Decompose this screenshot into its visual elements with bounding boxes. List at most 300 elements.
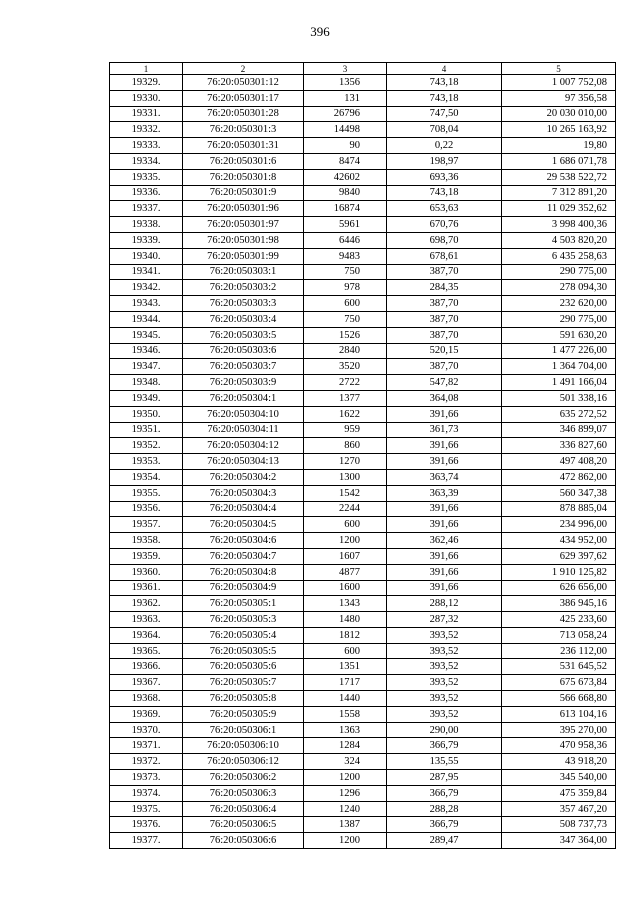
cadastral-number-cell: 76:20:050306:2 xyxy=(183,770,304,786)
cadastral-number-cell: 76:20:050304:3 xyxy=(183,485,304,501)
specific-value-cell: 693,36 xyxy=(387,169,502,185)
table-row xyxy=(110,90,616,106)
cadastral-value-cell: 347 364,00 xyxy=(502,833,616,849)
row-number-cell: 19369. xyxy=(110,706,183,722)
cadastral-number-cell: 76:20:050306:6 xyxy=(183,833,304,849)
cadastral-number-cell: 76:20:050305:3 xyxy=(183,612,304,628)
row-number-cell: 19334. xyxy=(110,153,183,169)
table-row xyxy=(110,517,616,533)
cadastral-value-cell: 10 265 163,92 xyxy=(502,122,616,138)
area-cell: 8474 xyxy=(304,153,387,169)
cadastral-value-cell: 232 620,00 xyxy=(502,296,616,312)
row-number-cell: 19330. xyxy=(110,90,183,106)
cadastral-value-cell: 472 862,00 xyxy=(502,469,616,485)
row-number-cell: 19332. xyxy=(110,122,183,138)
area-cell: 1363 xyxy=(304,722,387,738)
cadastral-value-cell: 6 435 258,63 xyxy=(502,248,616,264)
row-number-cell: 19373. xyxy=(110,770,183,786)
row-number-cell: 19345. xyxy=(110,327,183,343)
table-row xyxy=(110,311,616,327)
table-row xyxy=(110,390,616,406)
specific-value-cell: 287,95 xyxy=(387,770,502,786)
area-cell: 1343 xyxy=(304,596,387,612)
cadastral-value-cell: 1 477 226,00 xyxy=(502,343,616,359)
cadastral-number-cell: 76:20:050301:12 xyxy=(183,75,304,91)
area-cell: 5961 xyxy=(304,217,387,233)
table-row xyxy=(110,596,616,612)
area-cell: 2244 xyxy=(304,501,387,517)
table-row xyxy=(110,501,616,517)
row-number-cell: 19362. xyxy=(110,596,183,612)
specific-value-cell: 363,74 xyxy=(387,469,502,485)
table-row xyxy=(110,833,616,849)
table-row xyxy=(110,138,616,154)
table-row xyxy=(110,75,616,91)
cadastral-value-cell: 336 827,60 xyxy=(502,438,616,454)
cadastral-number-cell: 76:20:050306:10 xyxy=(183,738,304,754)
cadastral-number-cell: 76:20:050301:28 xyxy=(183,106,304,122)
area-cell: 26796 xyxy=(304,106,387,122)
area-cell: 2840 xyxy=(304,343,387,359)
cadastral-number-cell: 76:20:050305:7 xyxy=(183,675,304,691)
cadastral-number-cell: 76:20:050301:6 xyxy=(183,153,304,169)
row-number-cell: 19371. xyxy=(110,738,183,754)
area-cell: 9483 xyxy=(304,248,387,264)
row-number-cell: 19331. xyxy=(110,106,183,122)
area-cell: 600 xyxy=(304,517,387,533)
specific-value-cell: 287,32 xyxy=(387,612,502,628)
cadastral-number-cell: 76:20:050303:4 xyxy=(183,311,304,327)
cadastral-value-cell: 1 910 125,82 xyxy=(502,564,616,580)
cadastral-number-cell: 76:20:050304:2 xyxy=(183,469,304,485)
area-cell: 1200 xyxy=(304,833,387,849)
cadastral-value-cell: 29 538 522,72 xyxy=(502,169,616,185)
cadastral-value-cell: 20 030 010,00 xyxy=(502,106,616,122)
row-number-cell: 19337. xyxy=(110,201,183,217)
specific-value-cell: 520,15 xyxy=(387,343,502,359)
area-cell: 978 xyxy=(304,280,387,296)
row-number-cell: 19340. xyxy=(110,248,183,264)
cadastral-number-cell: 76:20:050306:3 xyxy=(183,785,304,801)
area-cell: 1812 xyxy=(304,627,387,643)
row-number-cell: 19352. xyxy=(110,438,183,454)
cadastral-number-cell: 76:20:050303:9 xyxy=(183,375,304,391)
specific-value-cell: 288,12 xyxy=(387,596,502,612)
table-row xyxy=(110,375,616,391)
cadastral-number-cell: 76:20:050304:6 xyxy=(183,533,304,549)
specific-value-cell: 747,50 xyxy=(387,106,502,122)
row-number-cell: 19375. xyxy=(110,801,183,817)
cadastral-value-cell: 878 885,04 xyxy=(502,501,616,517)
table-row xyxy=(110,738,616,754)
cadastral-number-cell: 76:20:050305:6 xyxy=(183,659,304,675)
area-cell: 1558 xyxy=(304,706,387,722)
area-cell: 750 xyxy=(304,311,387,327)
table-row xyxy=(110,627,616,643)
specific-value-cell: 366,79 xyxy=(387,817,502,833)
table-row xyxy=(110,106,616,122)
specific-value-cell: 387,70 xyxy=(387,327,502,343)
area-cell: 1440 xyxy=(304,691,387,707)
cadastral-value-cell: 425 233,60 xyxy=(502,612,616,628)
cadastral-value-cell: 1 007 752,08 xyxy=(502,75,616,91)
cadastral-value-cell: 11 029 352,62 xyxy=(502,201,616,217)
cadastral-value-cell: 395 270,00 xyxy=(502,722,616,738)
specific-value-cell: 391,66 xyxy=(387,501,502,517)
table-row xyxy=(110,643,616,659)
cadastral-value-cell: 713 058,24 xyxy=(502,627,616,643)
specific-value-cell: 366,79 xyxy=(387,785,502,801)
area-cell: 1622 xyxy=(304,406,387,422)
cadastral-value-cell: 236 112,00 xyxy=(502,643,616,659)
specific-value-cell: 391,66 xyxy=(387,564,502,580)
table-row xyxy=(110,548,616,564)
cadastral-number-cell: 76:20:050301:8 xyxy=(183,169,304,185)
cadastral-value-cell: 346 899,07 xyxy=(502,422,616,438)
table-row xyxy=(110,438,616,454)
cadastral-number-cell: 76:20:050304:13 xyxy=(183,454,304,470)
row-number-cell: 19376. xyxy=(110,817,183,833)
specific-value-cell: 743,18 xyxy=(387,185,502,201)
row-number-cell: 19356. xyxy=(110,501,183,517)
table-row xyxy=(110,659,616,675)
area-cell: 959 xyxy=(304,422,387,438)
cadastral-value-cell: 591 630,20 xyxy=(502,327,616,343)
cadastral-value-cell: 97 356,58 xyxy=(502,90,616,106)
row-number-cell: 19335. xyxy=(110,169,183,185)
cadastral-number-cell: 76:20:050304:1 xyxy=(183,390,304,406)
cadastral-value-table xyxy=(109,62,616,849)
specific-value-cell: 708,04 xyxy=(387,122,502,138)
area-cell: 1200 xyxy=(304,533,387,549)
table-row xyxy=(110,280,616,296)
table-row xyxy=(110,122,616,138)
area-cell: 324 xyxy=(304,754,387,770)
cadastral-number-cell: 76:20:050301:17 xyxy=(183,90,304,106)
area-cell: 6446 xyxy=(304,232,387,248)
cadastral-number-cell: 76:20:050306:5 xyxy=(183,817,304,833)
area-cell: 9840 xyxy=(304,185,387,201)
table-row xyxy=(110,706,616,722)
table-row xyxy=(110,675,616,691)
cadastral-value-cell: 470 958,36 xyxy=(502,738,616,754)
area-cell: 1200 xyxy=(304,770,387,786)
table-row xyxy=(110,232,616,248)
area-cell: 1480 xyxy=(304,612,387,628)
area-cell: 1542 xyxy=(304,485,387,501)
cadastral-value-cell: 675 673,84 xyxy=(502,675,616,691)
table-row xyxy=(110,359,616,375)
specific-value-cell: 678,61 xyxy=(387,248,502,264)
table-row xyxy=(110,722,616,738)
area-cell: 1600 xyxy=(304,580,387,596)
cadastral-number-cell: 76:20:050301:97 xyxy=(183,217,304,233)
row-number-cell: 19363. xyxy=(110,612,183,628)
cadastral-value-cell: 234 996,00 xyxy=(502,517,616,533)
specific-value-cell: 393,52 xyxy=(387,627,502,643)
row-number-cell: 19361. xyxy=(110,580,183,596)
area-cell: 16874 xyxy=(304,201,387,217)
cadastral-value-cell: 560 347,38 xyxy=(502,485,616,501)
row-number-cell: 19372. xyxy=(110,754,183,770)
cadastral-value-cell: 475 359,84 xyxy=(502,785,616,801)
specific-value-cell: 362,46 xyxy=(387,533,502,549)
specific-value-cell: 547,82 xyxy=(387,375,502,391)
cadastral-number-cell: 76:20:050303:3 xyxy=(183,296,304,312)
area-cell: 90 xyxy=(304,138,387,154)
table-row xyxy=(110,754,616,770)
row-number-cell: 19349. xyxy=(110,390,183,406)
cadastral-number-cell: 76:20:050303:5 xyxy=(183,327,304,343)
cadastral-value-cell: 386 945,16 xyxy=(502,596,616,612)
row-number-cell: 19348. xyxy=(110,375,183,391)
cadastral-number-cell: 76:20:050304:12 xyxy=(183,438,304,454)
cadastral-number-cell: 76:20:050305:4 xyxy=(183,627,304,643)
area-cell: 42602 xyxy=(304,169,387,185)
cadastral-value-cell: 635 272,52 xyxy=(502,406,616,422)
area-cell: 2722 xyxy=(304,375,387,391)
area-cell: 750 xyxy=(304,264,387,280)
table-row xyxy=(110,533,616,549)
specific-value-cell: 391,66 xyxy=(387,580,502,596)
specific-value-cell: 391,66 xyxy=(387,517,502,533)
area-cell: 1387 xyxy=(304,817,387,833)
cadastral-value-cell: 1 491 166,04 xyxy=(502,375,616,391)
cadastral-number-cell: 76:20:050301:99 xyxy=(183,248,304,264)
row-number-cell: 19365. xyxy=(110,643,183,659)
specific-value-cell: 387,70 xyxy=(387,296,502,312)
table-row xyxy=(110,296,616,312)
row-number-cell: 19377. xyxy=(110,833,183,849)
specific-value-cell: 698,70 xyxy=(387,232,502,248)
table-row xyxy=(110,248,616,264)
area-cell: 1717 xyxy=(304,675,387,691)
specific-value-cell: 743,18 xyxy=(387,90,502,106)
specific-value-cell: 363,39 xyxy=(387,485,502,501)
specific-value-cell: 0,22 xyxy=(387,138,502,154)
table-row xyxy=(110,327,616,343)
row-number-cell: 19357. xyxy=(110,517,183,533)
area-cell: 600 xyxy=(304,643,387,659)
area-cell: 4877 xyxy=(304,564,387,580)
header-col-3: 3 xyxy=(304,63,387,75)
cadastral-value-cell: 7 312 891,20 xyxy=(502,185,616,201)
cadastral-number-cell: 76:20:050303:7 xyxy=(183,359,304,375)
cadastral-number-cell: 76:20:050303:1 xyxy=(183,264,304,280)
row-number-cell: 19338. xyxy=(110,217,183,233)
area-cell: 131 xyxy=(304,90,387,106)
specific-value-cell: 391,66 xyxy=(387,406,502,422)
page-number: 396 xyxy=(310,24,330,39)
cadastral-value-cell: 501 338,16 xyxy=(502,390,616,406)
table-row xyxy=(110,770,616,786)
specific-value-cell: 387,70 xyxy=(387,359,502,375)
cadastral-value-cell: 43 918,20 xyxy=(502,754,616,770)
row-number-cell: 19367. xyxy=(110,675,183,691)
row-number-cell: 19355. xyxy=(110,485,183,501)
area-cell: 1240 xyxy=(304,801,387,817)
table-row xyxy=(110,485,616,501)
table-row xyxy=(110,264,616,280)
specific-value-cell: 393,52 xyxy=(387,675,502,691)
specific-value-cell: 393,52 xyxy=(387,706,502,722)
table-row xyxy=(110,564,616,580)
table-row xyxy=(110,201,616,217)
table-row xyxy=(110,185,616,201)
table-row xyxy=(110,153,616,169)
cadastral-number-cell: 76:20:050301:31 xyxy=(183,138,304,154)
table-row xyxy=(110,406,616,422)
area-cell: 1284 xyxy=(304,738,387,754)
cadastral-value-cell: 508 737,73 xyxy=(502,817,616,833)
area-cell: 1356 xyxy=(304,75,387,91)
row-number-cell: 19341. xyxy=(110,264,183,280)
cadastral-number-cell: 76:20:050305:5 xyxy=(183,643,304,659)
cadastral-value-cell: 434 952,00 xyxy=(502,533,616,549)
row-number-cell: 19333. xyxy=(110,138,183,154)
cadastral-value-cell: 531 645,52 xyxy=(502,659,616,675)
cadastral-number-cell: 76:20:050301:3 xyxy=(183,122,304,138)
cadastral-value-cell: 278 094,30 xyxy=(502,280,616,296)
cadastral-value-cell: 345 540,00 xyxy=(502,770,616,786)
specific-value-cell: 653,63 xyxy=(387,201,502,217)
specific-value-cell: 361,73 xyxy=(387,422,502,438)
area-cell: 1607 xyxy=(304,548,387,564)
row-number-cell: 19353. xyxy=(110,454,183,470)
row-number-cell: 19343. xyxy=(110,296,183,312)
area-cell: 600 xyxy=(304,296,387,312)
cadastral-number-cell: 76:20:050306:4 xyxy=(183,801,304,817)
cadastral-value-cell: 19,80 xyxy=(502,138,616,154)
specific-value-cell: 284,35 xyxy=(387,280,502,296)
area-cell: 1377 xyxy=(304,390,387,406)
table-row xyxy=(110,691,616,707)
table-row xyxy=(110,454,616,470)
specific-value-cell: 391,66 xyxy=(387,454,502,470)
table-row xyxy=(110,801,616,817)
area-cell: 3520 xyxy=(304,359,387,375)
cadastral-value-cell: 4 503 820,20 xyxy=(502,232,616,248)
row-number-cell: 19364. xyxy=(110,627,183,643)
cadastral-number-cell: 76:20:050304:4 xyxy=(183,501,304,517)
specific-value-cell: 670,76 xyxy=(387,217,502,233)
specific-value-cell: 393,52 xyxy=(387,691,502,707)
cadastral-value-cell: 1 364 704,00 xyxy=(502,359,616,375)
table-row xyxy=(110,217,616,233)
cadastral-value-cell: 497 408,20 xyxy=(502,454,616,470)
header-col-2: 2 xyxy=(183,63,304,75)
row-number-cell: 19358. xyxy=(110,533,183,549)
row-number-cell: 19351. xyxy=(110,422,183,438)
row-number-cell: 19354. xyxy=(110,469,183,485)
row-number-cell: 19344. xyxy=(110,311,183,327)
specific-value-cell: 391,66 xyxy=(387,548,502,564)
cadastral-number-cell: 76:20:050306:12 xyxy=(183,754,304,770)
table-row xyxy=(110,422,616,438)
table-row xyxy=(110,612,616,628)
cadastral-value-cell: 566 668,80 xyxy=(502,691,616,707)
row-number-cell: 19368. xyxy=(110,691,183,707)
cadastral-number-cell: 76:20:050304:11 xyxy=(183,422,304,438)
row-number-cell: 19339. xyxy=(110,232,183,248)
specific-value-cell: 366,79 xyxy=(387,738,502,754)
table-body xyxy=(110,63,616,849)
specific-value-cell: 391,66 xyxy=(387,438,502,454)
cadastral-value-cell: 629 397,62 xyxy=(502,548,616,564)
specific-value-cell: 288,28 xyxy=(387,801,502,817)
cadastral-number-cell: 76:20:050301:96 xyxy=(183,201,304,217)
cadastral-number-cell: 76:20:050304:9 xyxy=(183,580,304,596)
specific-value-cell: 743,18 xyxy=(387,75,502,91)
area-cell: 14498 xyxy=(304,122,387,138)
table-row xyxy=(110,817,616,833)
cadastral-number-cell: 76:20:050305:8 xyxy=(183,691,304,707)
specific-value-cell: 364,08 xyxy=(387,390,502,406)
row-number-cell: 19342. xyxy=(110,280,183,296)
table-row xyxy=(110,785,616,801)
cadastral-value-cell: 357 467,20 xyxy=(502,801,616,817)
cadastral-number-cell: 76:20:050304:5 xyxy=(183,517,304,533)
row-number-cell: 19360. xyxy=(110,564,183,580)
specific-value-cell: 135,55 xyxy=(387,754,502,770)
header-col-5: 5 xyxy=(502,63,616,75)
table-row xyxy=(110,343,616,359)
table-row xyxy=(110,469,616,485)
cadastral-number-cell: 76:20:050301:9 xyxy=(183,185,304,201)
row-number-cell: 19366. xyxy=(110,659,183,675)
row-number-cell: 19370. xyxy=(110,722,183,738)
specific-value-cell: 290,00 xyxy=(387,722,502,738)
row-number-cell: 19347. xyxy=(110,359,183,375)
area-cell: 1300 xyxy=(304,469,387,485)
cadastral-value-cell: 1 686 071,78 xyxy=(502,153,616,169)
cadastral-value-cell: 3 998 400,36 xyxy=(502,217,616,233)
cadastral-value-cell: 290 775,00 xyxy=(502,311,616,327)
specific-value-cell: 393,52 xyxy=(387,659,502,675)
header-col-4: 4 xyxy=(387,63,502,75)
row-number-cell: 19329. xyxy=(110,75,183,91)
cadastral-number-cell: 76:20:050304:8 xyxy=(183,564,304,580)
area-cell: 860 xyxy=(304,438,387,454)
specific-value-cell: 198,97 xyxy=(387,153,502,169)
area-cell: 1270 xyxy=(304,454,387,470)
cadastral-number-cell: 76:20:050306:1 xyxy=(183,722,304,738)
row-number-cell: 19346. xyxy=(110,343,183,359)
cadastral-value-cell: 613 104,16 xyxy=(502,706,616,722)
cadastral-value-cell: 626 656,00 xyxy=(502,580,616,596)
area-cell: 1351 xyxy=(304,659,387,675)
cadastral-number-cell: 76:20:050305:1 xyxy=(183,596,304,612)
table-row xyxy=(110,169,616,185)
cadastral-number-cell: 76:20:050304:7 xyxy=(183,548,304,564)
specific-value-cell: 289,47 xyxy=(387,833,502,849)
area-cell: 1526 xyxy=(304,327,387,343)
cadastral-number-cell: 76:20:050304:10 xyxy=(183,406,304,422)
row-number-cell: 19350. xyxy=(110,406,183,422)
specific-value-cell: 387,70 xyxy=(387,311,502,327)
cadastral-number-cell: 76:20:050301:98 xyxy=(183,232,304,248)
row-number-cell: 19336. xyxy=(110,185,183,201)
cadastral-value-cell: 290 775,00 xyxy=(502,264,616,280)
cadastral-number-cell: 76:20:050303:6 xyxy=(183,343,304,359)
row-number-cell: 19359. xyxy=(110,548,183,564)
table-row xyxy=(110,580,616,596)
cadastral-number-cell: 76:20:050305:9 xyxy=(183,706,304,722)
header-col-1: 1 xyxy=(110,63,183,75)
table-header-row xyxy=(110,63,616,75)
cadastral-number-cell: 76:20:050303:2 xyxy=(183,280,304,296)
row-number-cell: 19374. xyxy=(110,785,183,801)
